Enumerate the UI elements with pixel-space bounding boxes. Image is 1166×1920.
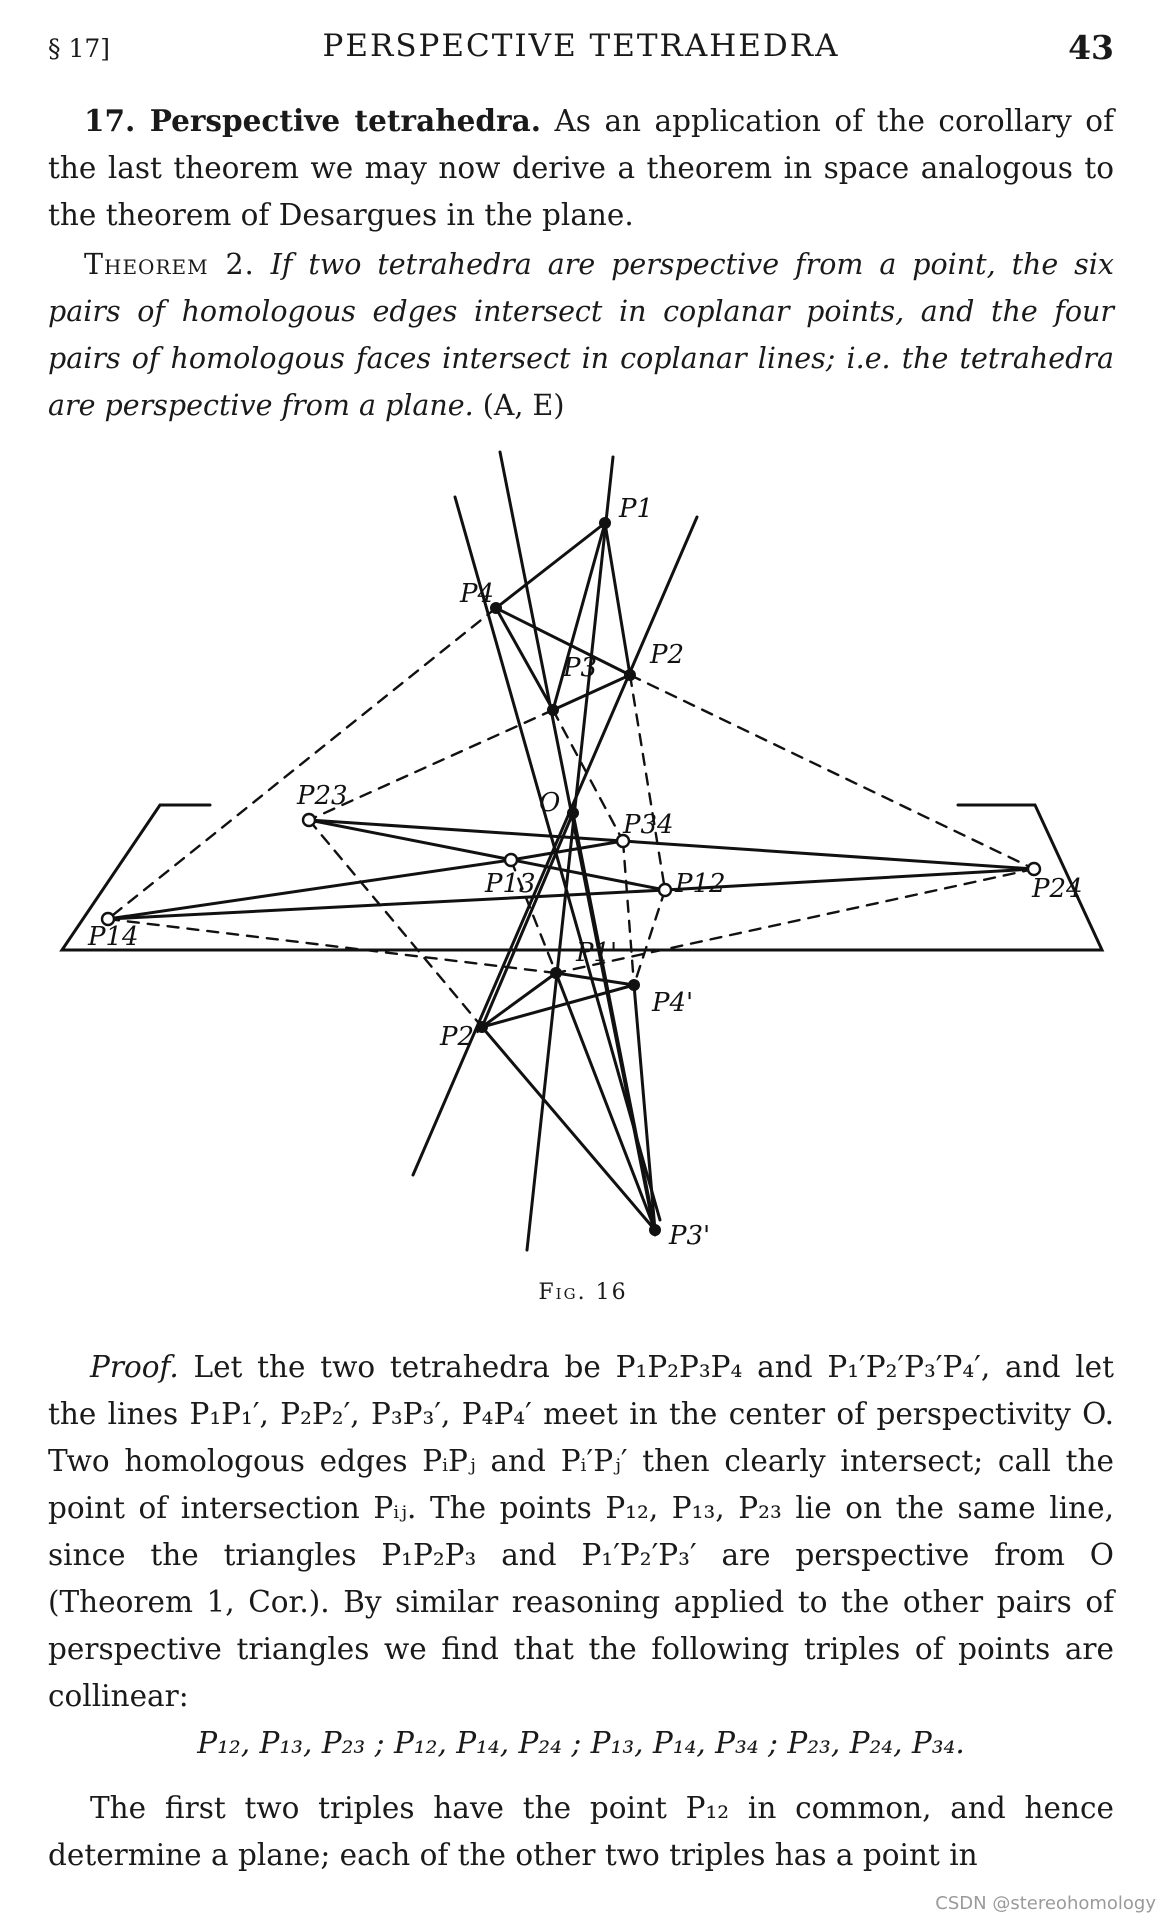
edge-p1-p2 xyxy=(605,523,630,675)
edge-p1-p4 xyxy=(496,523,605,608)
watermark: CSDN @stereohomology xyxy=(935,1893,1156,1914)
page-header xyxy=(48,28,1114,68)
continuation-paragraph: The first two triples have the point P₁₂ in common, and hence determine a plane; each of the other two triples has a point in xyxy=(48,1791,1114,1872)
running-title: PERSPECTIVE TETRAHEDRA xyxy=(322,28,840,64)
point-p1 xyxy=(599,517,611,529)
dash-p34-p4p xyxy=(623,841,634,985)
dash-p23-p2p xyxy=(309,820,482,1027)
label-p13: P13 xyxy=(485,869,536,899)
label-p1p: P1' xyxy=(576,938,618,968)
proof-label: Proof. xyxy=(90,1350,179,1384)
ray-p2-p2prime xyxy=(413,517,697,1175)
proof-paragraph xyxy=(48,1344,1114,1767)
section-marker: § 17] xyxy=(48,34,111,63)
plane-line-p13-p34 xyxy=(511,841,623,860)
point-p1p xyxy=(550,967,562,979)
page-number: 43 xyxy=(1068,28,1114,67)
point-p3 xyxy=(547,704,559,716)
label-p2: P2 xyxy=(650,640,685,670)
label-p2p: P2' xyxy=(440,1022,482,1052)
label-p12: P12 xyxy=(675,869,726,899)
label-p4: P4 xyxy=(460,579,495,609)
theorem-paragraph xyxy=(48,241,1114,429)
plane-line-p14-p13 xyxy=(108,860,511,919)
section-heading: 17. Perspective tetrahedra. xyxy=(84,103,541,138)
point-p12 xyxy=(659,884,671,896)
edge-p1p-p4p xyxy=(556,973,634,985)
dash-p4-p14 xyxy=(108,608,496,919)
dash-p14-p1p xyxy=(108,919,556,973)
intro-text: As an application of the corollary of the last theorem we may now derive a theorem in space analogous to the theorem of Desargues in the plane. xyxy=(48,104,1114,232)
edge-p1p-p3p xyxy=(556,973,655,1230)
edge-p4p-p3p xyxy=(634,985,655,1230)
proof-text: Let the two tetrahedra be P₁P₂P₃P₄ and P₁′P₂′P₃′P₄′, and let the lines P₁P₁′, P₂P₂′, P₃P₃′, P₄P₄′ meet in the center of perspectivity O. Two homologous edges PᵢPⱼ and Pᵢ′Pⱼ′ then clearly intersect; call the point of intersection Pᵢⱼ. The points P₁₂, P₁₃, P₂₃ lie on the same line, since the triangles P₁P₂P₃ and P₁′P₂′P₃′ are perspective from O (Theorem 1, Cor.). By similar reasoning applied to the other pairs of perspective triangles we find that the following triples of points are collinear: xyxy=(48,1350,1114,1713)
plane-line-p34-p24 xyxy=(623,841,1034,869)
point-p3p xyxy=(649,1224,661,1236)
dash-p24-p1p xyxy=(556,869,1034,973)
figure-caption: Fig. 16 xyxy=(538,1280,628,1305)
theorem-ref: (A, E) xyxy=(482,389,565,422)
point-p4p xyxy=(628,979,640,991)
label-p3: P3 xyxy=(563,653,598,683)
label-p1: P1 xyxy=(619,494,654,524)
theorem-text: If two tetrahedra are perspective from a point, the six pairs of homologous edges intersect in coplanar points, and the four pairs of homologous faces intersect in coplanar lines; i.e. the tetrahedra are perspective from a plane. xyxy=(48,248,1115,422)
collinear-triples-formula: P₁₂, P₁₃, P₂₃ ; P₁₂, P₁₄, P₂₄ ; P₁₃, P₁₄, P₃₄ ; P₂₃, P₂₄, P₃₄. xyxy=(197,1726,965,1760)
dash-p2-p24 xyxy=(630,675,1034,869)
label-p14: P14 xyxy=(88,922,139,952)
label-p3p: P3' xyxy=(669,1221,711,1251)
edge-p2p-p3p xyxy=(482,1027,655,1230)
theorem-label: Theorem 2. xyxy=(84,248,255,281)
dash-p2-p12 xyxy=(630,675,665,890)
label-p4p: P4' xyxy=(652,988,694,1018)
dash-p12-p4p xyxy=(634,890,665,985)
label-p24: P24 xyxy=(1032,874,1083,904)
plane-line-p14-p12 xyxy=(108,890,665,919)
figure-16-diagram xyxy=(0,440,1166,1270)
point-p2 xyxy=(624,669,636,681)
point-p23 xyxy=(303,814,315,826)
label-p23: P23 xyxy=(297,781,348,811)
point-p13 xyxy=(505,854,517,866)
label-o: O xyxy=(539,788,561,818)
intro-paragraph xyxy=(48,97,1114,239)
label-p34: P34 xyxy=(623,810,674,840)
point-o xyxy=(567,807,579,819)
